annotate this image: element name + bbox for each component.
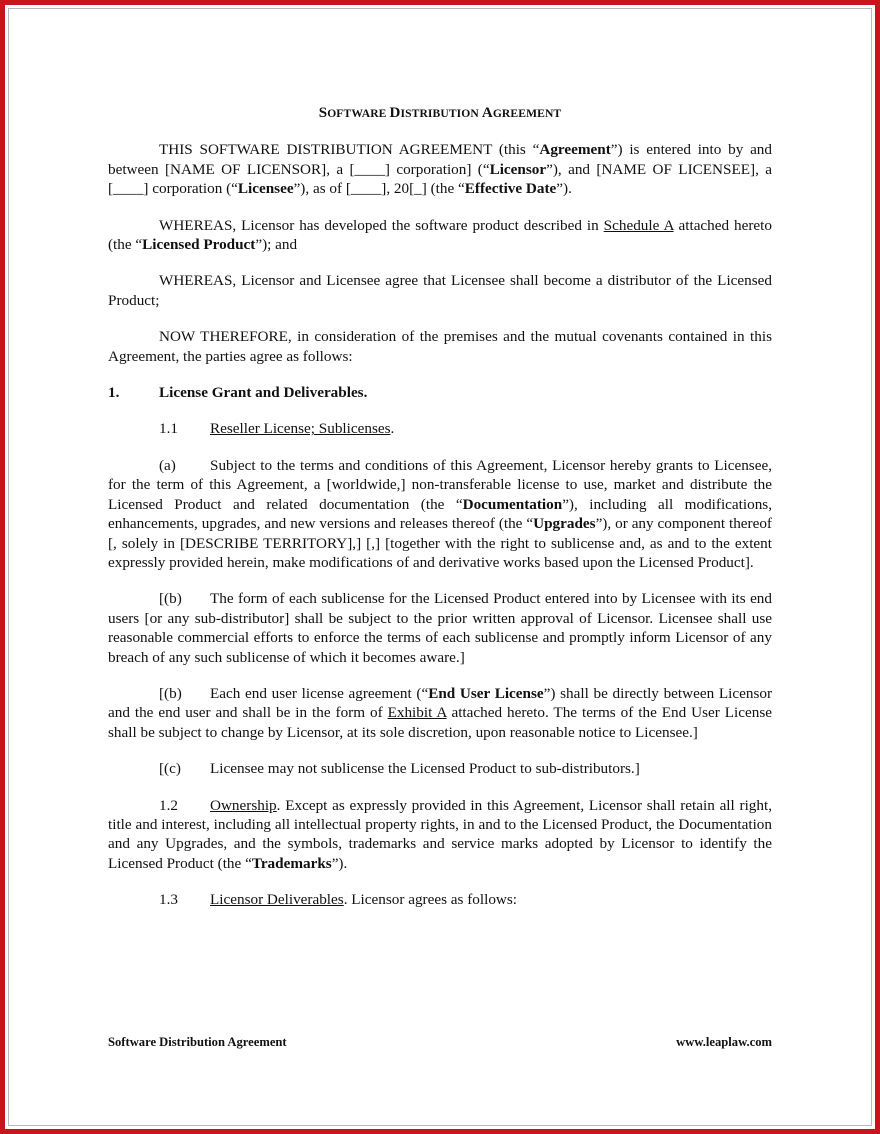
section-1-3-deliverables: 1.3 Licensor Deliverables. Licensor agrees as follows:: [159, 891, 518, 909]
document-title: SOFTWARE DISTRIBUTION AGREEMENT: [318, 105, 562, 121]
intro-paragraph: THIS SOFTWARE DISTRIBUTION AGREEMENT (this “Agreement”) is entered into by and between [NAME OF LICENSOR], a [____] corporation] (“Licensor”), and [NAME OF LICENSEE], a [____] corporation (“Licensee”), as of [____], 20[_] (the “Effective Date”).: [108, 141, 772, 198]
section-1-1-heading: 1.1 Reseller License; Sublicenses.: [159, 420, 395, 438]
paragraph-c: [(c) Licensee may not sublicense the Licensed Product to sub-distributors.]: [159, 760, 640, 778]
document-body: [108, 104, 772, 910]
footer-website: www.leaplaw.com: [676, 1035, 772, 1049]
whereas-paragraph-2: WHEREAS, Licensor and Licensee agree that Licensee shall become a distributor of the Licensed Product;: [108, 272, 772, 309]
paragraph-b-sublicense: [(b) The form of each sublicense for the Licensed Product entered into by Licensee with its end users [or any sub-distributor] shall be subject to the prior written approval of Licensor. Licensee shall use reasonable commercial efforts to enforce the terms of each sublicense and promptly inform Licensor of any breach of any such sublicense of which it becomes aware.]: [108, 590, 772, 666]
whereas-paragraph-1: WHEREAS, Licensor has developed the software product described in Schedule A attached hereto (the “Licensed Product”); and: [108, 216, 772, 254]
now-therefore-paragraph: NOW THEREFORE, in consideration of the premises and the mutual covenants contained in this Agreement, the parties agree as follows:: [108, 328, 772, 365]
section-1-2-ownership: 1.2 Ownership. Except as expressly provided in this Agreement, Licensor shall retain all right, title and interest, including all intellectual property rights, in and to the Licensed Product, the Documentation and any Upgrades, and the symbols, trademarks and service marks adopted by Licensor to identify the Licensed Product (the “Trademarks”).: [108, 796, 772, 872]
paragraph-a: (a) Subject to the terms and conditions of this Agreement, Licensor hereby grants to Licensee, for the term of this Agreement, a [worldwide,] non-transferable license to use, market and distribute the Licensed Product and related documentation (the “Documentation”), including all modifications, enhancements, upgrades, and new versions and releases thereof (the “Upgrades”), or any component thereof [, solely in [DESCRIBE TERRITORY],] [,] [together with the right to sublicense and, as and to the extent expressly provided herein, make modifications of and derivative works based upon the Licensed Product].: [108, 456, 772, 571]
footer-title: Software Distribution Agreement: [108, 1035, 287, 1049]
section-1-heading: 1. License Grant and Deliverables.: [108, 384, 368, 402]
paragraph-b-end-user: [(b) Each end user license agreement (“End User License”) shall be directly between Licensor and the end user and shall be in the form of Exhibit A attached hereto. The terms of the End User License shall be subject to change by Licensor, at its sole discretion, upon reasonable notice to Licensee.]: [108, 684, 772, 741]
